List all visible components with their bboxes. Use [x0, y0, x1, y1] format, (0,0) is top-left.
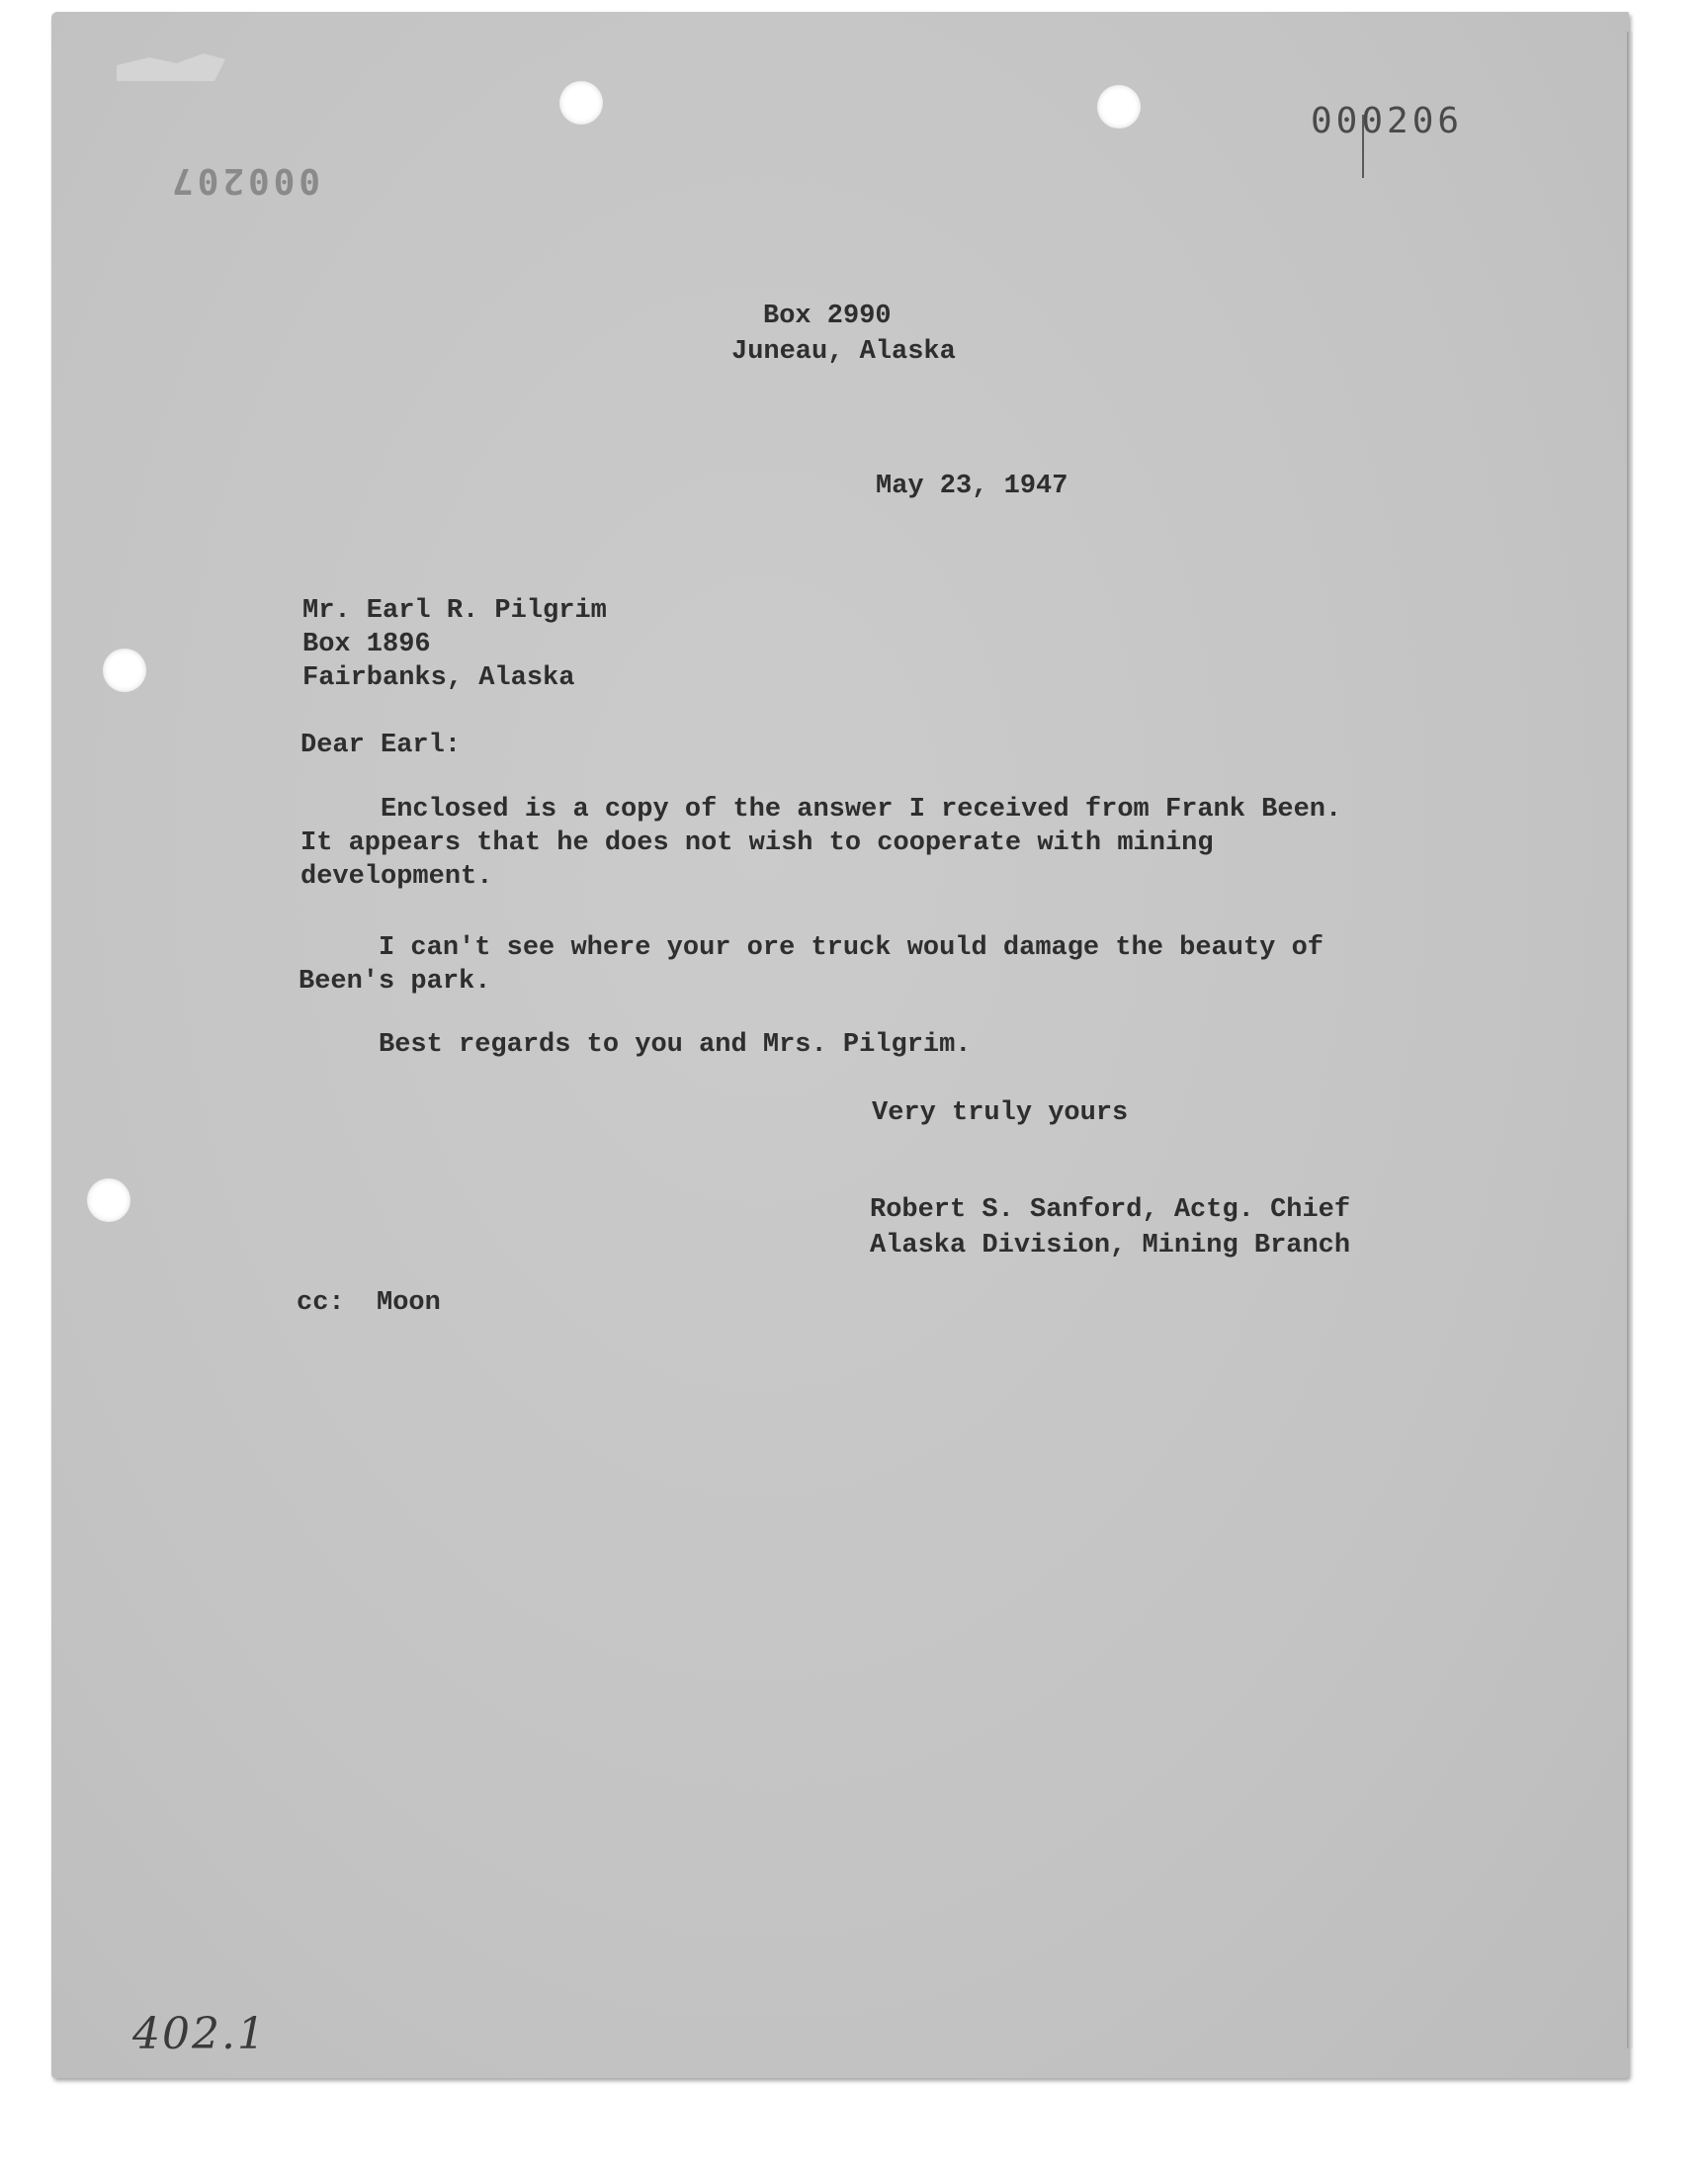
closing: Very truly yours [872, 1098, 1129, 1128]
recipient-box: Box 1896 [302, 630, 431, 659]
recipient-name: Mr. Earl R. Pilgrim [302, 596, 607, 626]
paragraph-1: Enclosed is a copy of the answer I received from Frank Been. It appears that he does not wish to cooperate with mining development. [300, 795, 1342, 892]
signature-name-title: Robert S. Sanford, Actg. Chief [870, 1195, 1351, 1225]
paragraph-3: Best regards to you and Mrs. Pilgrim. [299, 1030, 972, 1060]
punch-hole-left-lower [87, 1178, 130, 1222]
handwritten-file-number: 402.1 [132, 2009, 267, 2059]
punch-hole-top-left [559, 81, 603, 125]
letterhead-city: Juneau, Alaska [731, 337, 956, 367]
letterhead-box: Box 2990 [763, 302, 892, 331]
cc-line: cc: Moon [297, 1288, 441, 1318]
signature-division: Alaska Division, Mining Branch [870, 1231, 1351, 1261]
page-number-stamp: 000206 [1311, 101, 1464, 141]
letter-page [51, 12, 1629, 2078]
paragraph-2: I can't see where your ore truck would damage the beauty of Been's park. [299, 933, 1324, 997]
page-edge-shadow [1627, 32, 1633, 2048]
punch-hole-left-upper [103, 649, 146, 692]
torn-corner [117, 42, 225, 81]
salutation: Dear Earl: [300, 731, 462, 760]
letter-date: May 23, 1947 [876, 472, 1068, 501]
page-number-stamp-mirrored: 000207 [168, 160, 321, 201]
recipient-city: Fairbanks, Alaska [302, 663, 575, 693]
punch-hole-top-right [1097, 85, 1141, 129]
